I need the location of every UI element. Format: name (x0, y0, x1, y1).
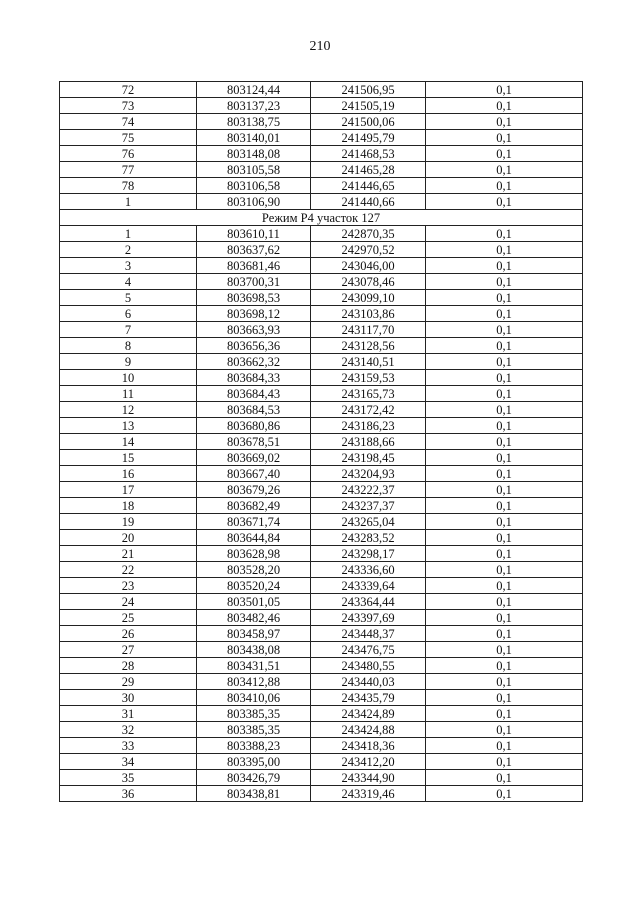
y-coordinate-cell: 243283,52 (311, 530, 426, 546)
point-number-cell: 74 (60, 114, 197, 130)
table-row (60, 194, 583, 210)
table-row (60, 274, 583, 290)
accuracy-cell: 0,1 (426, 322, 583, 338)
x-coordinate-cell: 803482,46 (197, 610, 311, 626)
point-number-cell: 73 (60, 98, 197, 114)
y-coordinate-cell: 242970,52 (311, 242, 426, 258)
table-row (60, 674, 583, 690)
table-row (60, 130, 583, 146)
point-number-cell: 23 (60, 578, 197, 594)
x-coordinate-cell: 803644,84 (197, 530, 311, 546)
accuracy-cell: 0,1 (426, 514, 583, 530)
y-coordinate-cell: 243418,36 (311, 738, 426, 754)
table-row (60, 322, 583, 338)
x-coordinate-cell: 803140,01 (197, 130, 311, 146)
accuracy-cell: 0,1 (426, 658, 583, 674)
x-coordinate-cell: 803682,49 (197, 498, 311, 514)
y-coordinate-cell: 243424,89 (311, 706, 426, 722)
table-row (60, 98, 583, 114)
point-number-cell: 30 (60, 690, 197, 706)
accuracy-cell: 0,1 (426, 306, 583, 322)
table-row (60, 658, 583, 674)
accuracy-cell: 0,1 (426, 770, 583, 786)
point-number-cell: 6 (60, 306, 197, 322)
point-number-cell: 76 (60, 146, 197, 162)
x-coordinate-cell: 803137,23 (197, 98, 311, 114)
coordinates-table (59, 81, 583, 802)
point-number-cell: 5 (60, 290, 197, 306)
point-number-cell: 32 (60, 722, 197, 738)
table-row (60, 722, 583, 738)
table-row (60, 594, 583, 610)
x-coordinate-cell: 803698,53 (197, 290, 311, 306)
y-coordinate-cell: 243103,86 (311, 306, 426, 322)
point-number-cell: 2 (60, 242, 197, 258)
accuracy-cell: 0,1 (426, 498, 583, 514)
y-coordinate-cell: 243186,23 (311, 418, 426, 434)
accuracy-cell: 0,1 (426, 386, 583, 402)
table-row (60, 354, 583, 370)
table-row (60, 626, 583, 642)
x-coordinate-cell: 803667,40 (197, 466, 311, 482)
table-row (60, 706, 583, 722)
table-row (60, 434, 583, 450)
y-coordinate-cell: 243204,93 (311, 466, 426, 482)
table-row (60, 162, 583, 178)
x-coordinate-cell: 803671,74 (197, 514, 311, 530)
accuracy-cell: 0,1 (426, 674, 583, 690)
table-row (60, 562, 583, 578)
x-coordinate-cell: 803106,90 (197, 194, 311, 210)
accuracy-cell: 0,1 (426, 242, 583, 258)
page-number: 210 (309, 39, 331, 54)
accuracy-cell: 0,1 (426, 274, 583, 290)
accuracy-cell: 0,1 (426, 578, 583, 594)
x-coordinate-cell: 803637,62 (197, 242, 311, 258)
x-coordinate-cell: 803610,11 (197, 226, 311, 242)
table-row (60, 418, 583, 434)
table-row (60, 258, 583, 274)
table-row (60, 450, 583, 466)
section-heading: Режим Р4 участок 127 (60, 210, 583, 226)
accuracy-cell: 0,1 (426, 258, 583, 274)
table-row (60, 530, 583, 546)
point-number-cell: 75 (60, 130, 197, 146)
point-number-cell: 29 (60, 674, 197, 690)
y-coordinate-cell: 243336,60 (311, 562, 426, 578)
x-coordinate-cell: 803106,58 (197, 178, 311, 194)
point-number-cell: 33 (60, 738, 197, 754)
x-coordinate-cell: 803438,81 (197, 786, 311, 802)
y-coordinate-cell: 243140,51 (311, 354, 426, 370)
accuracy-cell: 0,1 (426, 290, 583, 306)
table-row (60, 642, 583, 658)
table-row (60, 242, 583, 258)
accuracy-cell: 0,1 (426, 146, 583, 162)
y-coordinate-cell: 243344,90 (311, 770, 426, 786)
y-coordinate-cell: 243165,73 (311, 386, 426, 402)
y-coordinate-cell: 243364,44 (311, 594, 426, 610)
accuracy-cell: 0,1 (426, 706, 583, 722)
x-coordinate-cell: 803388,23 (197, 738, 311, 754)
table-row (60, 482, 583, 498)
y-coordinate-cell: 241506,95 (311, 82, 426, 98)
table-row (60, 690, 583, 706)
x-coordinate-cell: 803669,02 (197, 450, 311, 466)
x-coordinate-cell: 803700,31 (197, 274, 311, 290)
y-coordinate-cell: 241440,66 (311, 194, 426, 210)
y-coordinate-cell: 243435,79 (311, 690, 426, 706)
point-number-cell: 25 (60, 610, 197, 626)
y-coordinate-cell: 243397,69 (311, 610, 426, 626)
x-coordinate-cell: 803412,88 (197, 674, 311, 690)
y-coordinate-cell: 243412,20 (311, 754, 426, 770)
x-coordinate-cell: 803663,93 (197, 322, 311, 338)
point-number-cell: 20 (60, 530, 197, 546)
point-number-cell: 27 (60, 642, 197, 658)
x-coordinate-cell: 803528,20 (197, 562, 311, 578)
table-row (60, 738, 583, 754)
y-coordinate-cell: 243172,42 (311, 402, 426, 418)
point-number-cell: 18 (60, 498, 197, 514)
point-number-cell: 19 (60, 514, 197, 530)
x-coordinate-cell: 803628,98 (197, 546, 311, 562)
accuracy-cell: 0,1 (426, 418, 583, 434)
point-number-cell: 3 (60, 258, 197, 274)
accuracy-cell: 0,1 (426, 482, 583, 498)
table-row (60, 754, 583, 770)
accuracy-cell: 0,1 (426, 338, 583, 354)
y-coordinate-cell: 243424,88 (311, 722, 426, 738)
y-coordinate-cell: 243319,46 (311, 786, 426, 802)
y-coordinate-cell: 243046,00 (311, 258, 426, 274)
point-number-cell: 1 (60, 194, 197, 210)
x-coordinate-cell: 803520,24 (197, 578, 311, 594)
accuracy-cell: 0,1 (426, 194, 583, 210)
table-row (60, 578, 583, 594)
y-coordinate-cell: 241468,53 (311, 146, 426, 162)
accuracy-cell: 0,1 (426, 354, 583, 370)
y-coordinate-cell: 243480,55 (311, 658, 426, 674)
point-number-cell: 72 (60, 82, 197, 98)
x-coordinate-cell: 803680,86 (197, 418, 311, 434)
table-row (60, 770, 583, 786)
y-coordinate-cell: 243222,37 (311, 482, 426, 498)
y-coordinate-cell: 242870,35 (311, 226, 426, 242)
accuracy-cell: 0,1 (426, 226, 583, 242)
table-row (60, 306, 583, 322)
y-coordinate-cell: 243159,53 (311, 370, 426, 386)
accuracy-cell: 0,1 (426, 610, 583, 626)
table-row (60, 178, 583, 194)
point-number-cell: 78 (60, 178, 197, 194)
accuracy-cell: 0,1 (426, 786, 583, 802)
point-number-cell: 17 (60, 482, 197, 498)
y-coordinate-cell: 243476,75 (311, 642, 426, 658)
y-coordinate-cell: 243237,37 (311, 498, 426, 514)
point-number-cell: 4 (60, 274, 197, 290)
point-number-cell: 7 (60, 322, 197, 338)
x-coordinate-cell: 803148,08 (197, 146, 311, 162)
table-row (60, 338, 583, 354)
accuracy-cell: 0,1 (426, 98, 583, 114)
accuracy-cell: 0,1 (426, 562, 583, 578)
x-coordinate-cell: 803678,51 (197, 434, 311, 450)
x-coordinate-cell: 803431,51 (197, 658, 311, 674)
point-number-cell: 9 (60, 354, 197, 370)
point-number-cell: 13 (60, 418, 197, 434)
y-coordinate-cell: 241505,19 (311, 98, 426, 114)
point-number-cell: 31 (60, 706, 197, 722)
point-number-cell: 12 (60, 402, 197, 418)
point-number-cell: 10 (60, 370, 197, 386)
accuracy-cell: 0,1 (426, 738, 583, 754)
accuracy-cell: 0,1 (426, 642, 583, 658)
point-number-cell: 21 (60, 546, 197, 562)
accuracy-cell: 0,1 (426, 626, 583, 642)
x-coordinate-cell: 803426,79 (197, 770, 311, 786)
accuracy-cell: 0,1 (426, 594, 583, 610)
y-coordinate-cell: 243448,37 (311, 626, 426, 642)
point-number-cell: 14 (60, 434, 197, 450)
y-coordinate-cell: 243440,03 (311, 674, 426, 690)
x-coordinate-cell: 803662,32 (197, 354, 311, 370)
table-row (60, 610, 583, 626)
y-coordinate-cell: 241495,79 (311, 130, 426, 146)
table-row (60, 370, 583, 386)
table-row (60, 82, 583, 98)
point-number-cell: 8 (60, 338, 197, 354)
x-coordinate-cell: 803395,00 (197, 754, 311, 770)
x-coordinate-cell: 803385,35 (197, 706, 311, 722)
x-coordinate-cell: 803138,75 (197, 114, 311, 130)
point-number-cell: 36 (60, 786, 197, 802)
y-coordinate-cell: 243298,17 (311, 546, 426, 562)
point-number-cell: 11 (60, 386, 197, 402)
table-row (60, 466, 583, 482)
y-coordinate-cell: 243099,10 (311, 290, 426, 306)
y-coordinate-cell: 243078,46 (311, 274, 426, 290)
accuracy-cell: 0,1 (426, 402, 583, 418)
y-coordinate-cell: 241446,65 (311, 178, 426, 194)
table-row (60, 546, 583, 562)
point-number-cell: 34 (60, 754, 197, 770)
point-number-cell: 22 (60, 562, 197, 578)
y-coordinate-cell: 243265,04 (311, 514, 426, 530)
accuracy-cell: 0,1 (426, 434, 583, 450)
accuracy-cell: 0,1 (426, 690, 583, 706)
coordinates-table-body (60, 82, 583, 802)
x-coordinate-cell: 803501,05 (197, 594, 311, 610)
y-coordinate-cell: 243117,70 (311, 322, 426, 338)
accuracy-cell: 0,1 (426, 162, 583, 178)
table-row (60, 402, 583, 418)
y-coordinate-cell: 243339,64 (311, 578, 426, 594)
accuracy-cell: 0,1 (426, 450, 583, 466)
y-coordinate-cell: 241500,06 (311, 114, 426, 130)
accuracy-cell: 0,1 (426, 546, 583, 562)
table-row (60, 290, 583, 306)
accuracy-cell: 0,1 (426, 466, 583, 482)
section-heading-row (60, 210, 583, 226)
accuracy-cell: 0,1 (426, 754, 583, 770)
point-number-cell: 77 (60, 162, 197, 178)
x-coordinate-cell: 803458,97 (197, 626, 311, 642)
accuracy-cell: 0,1 (426, 178, 583, 194)
y-coordinate-cell: 241465,28 (311, 162, 426, 178)
point-number-cell: 16 (60, 466, 197, 482)
table-row (60, 114, 583, 130)
table-row (60, 786, 583, 802)
y-coordinate-cell: 243188,66 (311, 434, 426, 450)
point-number-cell: 24 (60, 594, 197, 610)
x-coordinate-cell: 803684,43 (197, 386, 311, 402)
x-coordinate-cell: 803656,36 (197, 338, 311, 354)
point-number-cell: 15 (60, 450, 197, 466)
y-coordinate-cell: 243198,45 (311, 450, 426, 466)
x-coordinate-cell: 803385,35 (197, 722, 311, 738)
accuracy-cell: 0,1 (426, 370, 583, 386)
point-number-cell: 28 (60, 658, 197, 674)
accuracy-cell: 0,1 (426, 530, 583, 546)
x-coordinate-cell: 803410,06 (197, 690, 311, 706)
x-coordinate-cell: 803124,44 (197, 82, 311, 98)
table-row (60, 146, 583, 162)
table-row (60, 226, 583, 242)
point-number-cell: 35 (60, 770, 197, 786)
x-coordinate-cell: 803105,58 (197, 162, 311, 178)
y-coordinate-cell: 243128,56 (311, 338, 426, 354)
accuracy-cell: 0,1 (426, 722, 583, 738)
accuracy-cell: 0,1 (426, 82, 583, 98)
table-row (60, 386, 583, 402)
x-coordinate-cell: 803684,53 (197, 402, 311, 418)
x-coordinate-cell: 803679,26 (197, 482, 311, 498)
table-row (60, 498, 583, 514)
accuracy-cell: 0,1 (426, 114, 583, 130)
x-coordinate-cell: 803684,33 (197, 370, 311, 386)
table-row (60, 514, 583, 530)
accuracy-cell: 0,1 (426, 130, 583, 146)
x-coordinate-cell: 803438,08 (197, 642, 311, 658)
x-coordinate-cell: 803681,46 (197, 258, 311, 274)
point-number-cell: 26 (60, 626, 197, 642)
x-coordinate-cell: 803698,12 (197, 306, 311, 322)
point-number-cell: 1 (60, 226, 197, 242)
